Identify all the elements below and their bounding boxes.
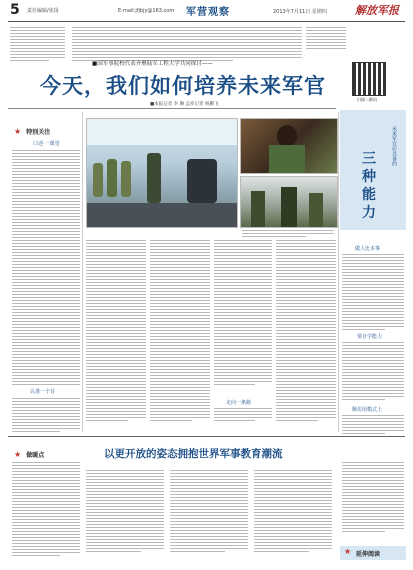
bottom-text-col-3: [170, 470, 248, 554]
sidebar-text-2: [342, 342, 404, 402]
sidebar-subhead-2: 要自学能力: [357, 334, 383, 340]
left-column-text-2: [12, 398, 80, 434]
sidebar-text-1: [342, 254, 404, 332]
article-kicker: ■国军事院校代表齐聚陆军工程大学共同探讨——: [92, 61, 213, 67]
sidebar-feature-box: [340, 110, 406, 230]
center-text-col-3: [214, 240, 272, 387]
badge-label: 特别关注: [26, 129, 51, 136]
star-icon: ★: [344, 547, 352, 556]
center-subhead: 走向一条路: [226, 400, 252, 406]
header-rule: [8, 21, 405, 22]
left-column-text-1: [12, 150, 80, 387]
editor-credit: 责任编辑/张扬: [27, 8, 59, 14]
issue-date: 2013年7月11日 星期四: [273, 9, 327, 15]
bottom-section-rule: [8, 436, 405, 437]
center-text-col-2: [150, 240, 210, 423]
bottom-text-col-2: [86, 470, 164, 554]
sidebar-text-3: [342, 415, 404, 436]
center-text-col-4: [276, 240, 336, 423]
top-continuation-text: [72, 27, 302, 63]
sidebar-title-char-1: 三: [362, 151, 376, 167]
article-byline: ■本报记者 李 琳 孟祥记者 杨鹏飞: [150, 102, 219, 107]
badge-label: 延伸阅读: [356, 551, 381, 558]
masthead-logo: 解放军报: [355, 4, 399, 17]
left-subhead-1: 口述·一课堂: [33, 141, 60, 147]
page-header: [0, 0, 413, 22]
sidebar-title-char-3: 能: [362, 187, 376, 203]
bottom-right-photo: [240, 176, 338, 228]
sidebar-subhead-1: 做人比本事: [355, 246, 381, 252]
bottom-headline: 以更开放的姿态拥抱世界军事教育潮流: [104, 448, 283, 460]
bottom-left-badge: [14, 442, 44, 461]
email: E-mail:jfjbjy@163.com: [118, 8, 175, 14]
top-right-text: [306, 27, 346, 51]
qr-code: [352, 62, 386, 96]
center-text-col-1: [86, 240, 146, 423]
sidebar-kicker: 未来军官应具备的: [391, 126, 397, 166]
badge-label: 做暖点: [26, 452, 45, 459]
bottom-right-badge-box: [340, 546, 406, 560]
photo-caption: [242, 230, 334, 239]
main-photo: [86, 118, 238, 228]
bottom-right-text: [342, 462, 404, 534]
divider-left: [82, 112, 83, 432]
section-title: 军营观察: [186, 7, 230, 18]
article-headline: 今天，我们如何培养未来军官: [40, 74, 326, 98]
center-text-col-3b: [214, 408, 272, 423]
top-right-photo: [240, 118, 338, 174]
sidebar-title-char-4: 力: [362, 205, 376, 221]
sidebar-title-char-2: 种: [362, 169, 376, 185]
left-subhead-2: 认准一个目: [30, 389, 56, 395]
special-focus-badge: [14, 119, 74, 136]
top-left-text: [10, 27, 65, 63]
qr-caption: 扫描二维码: [357, 97, 377, 102]
page-number: 5: [10, 2, 20, 18]
bottom-text-col-1: [12, 462, 80, 558]
star-icon: ★: [14, 127, 22, 136]
sidebar-subhead-3: 顺仿用模式上: [352, 407, 383, 413]
star-icon: ★: [14, 450, 22, 459]
divider-right: [338, 112, 339, 432]
headline-rule: [8, 108, 336, 109]
bottom-text-col-4: [254, 470, 332, 554]
